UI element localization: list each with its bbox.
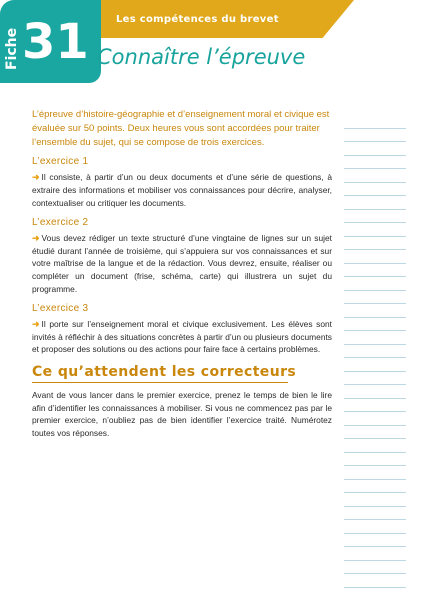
series-label: Les compétences du brevet <box>116 14 279 25</box>
arrow-right-icon: ➜ <box>32 172 40 183</box>
fiche-label: Fiche <box>4 27 20 70</box>
note-line <box>344 250 406 264</box>
note-line <box>344 534 406 548</box>
note-line <box>344 507 406 521</box>
note-line <box>344 466 406 480</box>
section-divider <box>32 382 288 383</box>
main-content <box>32 108 332 364</box>
note-line <box>344 115 406 129</box>
fiche-number: 31 <box>22 14 89 70</box>
note-line <box>344 304 406 318</box>
note-line <box>344 439 406 453</box>
note-line <box>344 223 406 237</box>
note-line <box>344 264 406 278</box>
note-line <box>344 372 406 386</box>
correcteurs-section <box>32 364 332 447</box>
note-line <box>344 196 406 210</box>
note-line <box>344 345 406 359</box>
note-line <box>344 318 406 332</box>
note-line <box>344 561 406 575</box>
section-heading: Ce qu’attendent les correcteurs <box>32 364 297 380</box>
note-lines <box>344 115 406 600</box>
note-line <box>344 588 406 600</box>
note-line <box>344 385 406 399</box>
note-line <box>344 237 406 251</box>
note-line <box>344 358 406 372</box>
note-line <box>344 426 406 440</box>
exercise-3-text: ➜ Il porte sur l’enseignement moral et civique exclusivement. Les élèves sont invités à réfléchir à des situations concrètes à partir d’un ou plusieurs documents et proposer des solutions ou des actions pour faire face à certains problèmes. <box>32 319 332 355</box>
note-line <box>344 277 406 291</box>
note-line <box>344 183 406 197</box>
note-line <box>344 453 406 467</box>
exercise-2-heading: L’exercice 2 <box>32 217 89 229</box>
note-line <box>344 210 406 224</box>
note-line <box>344 493 406 507</box>
intro-paragraph: L’épreuve d’histoire-géographie et d’enseignement moral et civique est évaluée sur 50 points. Deux heures vous sont accordées pour traiter l’ensemble du sujet, qui se compose de trois exercices. <box>32 109 330 148</box>
section-text: Avant de vous lancer dans le premier exercice, prenez le temps de bien le lire afin d’identifier les connaissances à mobiliser. Si vous ne commencez pas par le premier exercice, n’oubliez pas de bien identifier l’exercice traité. Numérotez toutes vos réponses. <box>32 390 332 438</box>
note-line <box>344 520 406 534</box>
exercise-1-text: ➜ Il consiste, à partir d’un ou deux documents et d’une série de questions, à extraire des informations et mobiliser vos connaissances pour décrire, analyser, contextualiser ou critiquer les documents. <box>32 172 332 208</box>
note-line <box>344 169 406 183</box>
note-line <box>344 291 406 305</box>
note-line <box>344 399 406 413</box>
note-line <box>344 156 406 170</box>
page-title: Connaître l’épreuve <box>97 45 306 69</box>
arrow-right-icon: ➜ <box>32 319 40 330</box>
exercise-1-heading: L’exercice 1 <box>32 156 89 168</box>
note-line <box>344 129 406 143</box>
note-line <box>344 547 406 561</box>
note-line <box>344 574 406 588</box>
exercise-2-text: ➜ Vous devez rédiger un texte structuré d’une vingtaine de lignes sur un sujet étudié durant l’année de troisième, qui s’appuiera sur vos connaissances et sur votre maîtrise de la langue et de la rédaction. Vous devrez, ensuite, réaliser ou compléter un document (frise, schéma, carte) qui illustrera un sujet du programme. <box>32 233 332 294</box>
arrow-right-icon: ➜ <box>32 233 40 244</box>
exercise-3-heading: L’exercice 3 <box>32 303 89 315</box>
note-line <box>344 331 406 345</box>
note-line <box>344 142 406 156</box>
note-line <box>344 480 406 494</box>
note-line <box>344 412 406 426</box>
